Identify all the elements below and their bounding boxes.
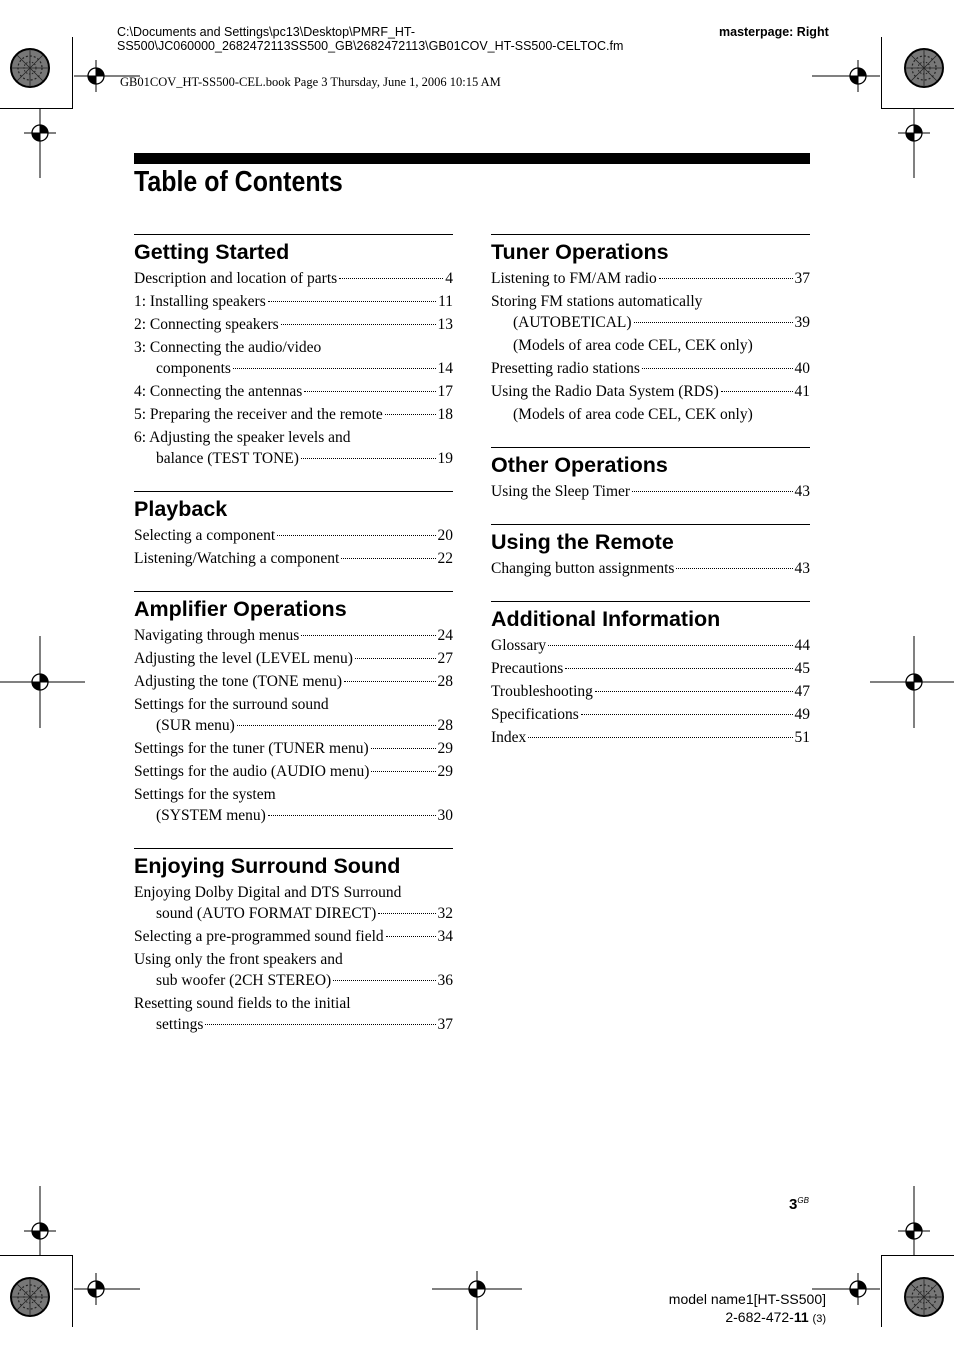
section-using-the-remote: [491, 524, 810, 579]
section-getting-started: [134, 234, 453, 469]
toc-entry-line: [134, 625, 453, 646]
section-amplifier-operations: [134, 591, 453, 826]
toc-entry-line: [134, 903, 453, 924]
toc-entry-line: [491, 558, 810, 579]
dot-leader: [565, 668, 792, 669]
toc-entry-line: [134, 358, 453, 379]
toc-entry-text: Settings for the audio (AUDIO menu): [134, 763, 370, 780]
toc-entry-page: 22: [437, 550, 453, 567]
dot-leader: [642, 368, 793, 369]
toc-entry-text: sound (AUTO FORMAT DIRECT): [156, 905, 377, 922]
dot-leader: [676, 568, 792, 569]
toc-entry-text: Precautions: [491, 660, 564, 677]
model-code-prefix: 2-682-472-: [725, 1309, 794, 1325]
dot-leader: [301, 635, 435, 636]
toc-entry-line: [134, 381, 453, 402]
page-title: Table of Contents: [134, 166, 343, 198]
toc-entry[interactable]: [491, 658, 810, 679]
starburst-mark: [905, 1278, 943, 1316]
section-entries: [134, 625, 453, 826]
toc-entry-line: [134, 314, 453, 335]
toc-entry[interactable]: [134, 381, 453, 402]
section-title: Getting Started: [134, 240, 290, 264]
toc-entry-line: [491, 358, 810, 379]
toc-entry-page: 49: [794, 706, 810, 723]
section-entries: [491, 268, 810, 425]
toc-entry[interactable]: [491, 681, 810, 702]
section-entries: [491, 481, 810, 502]
toc-entry-page: 13: [437, 316, 453, 333]
toc-entry-note: (Models of area code CEL, CEK only): [513, 406, 753, 423]
toc-entry-line: [491, 727, 810, 748]
toc-entry-line: [134, 805, 453, 826]
section-tuner-operations: [491, 234, 810, 425]
toc-entry-line: [134, 648, 453, 669]
toc-entry[interactable]: [134, 882, 453, 924]
toc-entry[interactable]: [134, 761, 453, 782]
toc-entry-line: [134, 404, 453, 425]
toc-entry-page: 27: [437, 650, 453, 667]
toc-entry-page: 14: [437, 360, 453, 377]
toc-entry-text: Selecting a pre-programmed sound field: [134, 928, 384, 945]
toc-entry-text: (AUTOBETICAL): [513, 314, 632, 331]
toc-entry[interactable]: [491, 727, 810, 748]
toc-entry[interactable]: [134, 291, 453, 312]
toc-entry-text: (SYSTEM menu): [156, 807, 266, 824]
toc-entry-text: 3: Connecting the audio/video: [134, 339, 322, 356]
section-entries: [491, 635, 810, 748]
toc-entry-text: Using the Sleep Timer: [491, 483, 631, 500]
toc-entry-text: 6: Adjusting the speaker levels and: [134, 429, 351, 446]
toc-entry-text: Listening/Watching a component: [134, 550, 340, 567]
toc-entry-text: Settings for the system: [134, 786, 276, 803]
toc-entry-line-wrapped: [134, 882, 453, 903]
toc-entry-text: Using the Radio Data System (RDS): [491, 383, 719, 400]
dot-leader: [378, 913, 435, 914]
toc-entry-page: 32: [437, 905, 453, 922]
toc-right-column: [491, 234, 810, 770]
toc-entry-text: balance (TEST TONE): [156, 450, 299, 467]
section-enjoying-surround-sound: [134, 848, 453, 1035]
dot-leader: [595, 691, 793, 692]
toc-entry-page: 45: [794, 660, 810, 677]
toc-entry-page: 30: [437, 807, 453, 824]
toc-entry[interactable]: [491, 558, 810, 579]
dot-leader: [339, 278, 443, 279]
dot-leader: [632, 491, 792, 492]
toc-entry[interactable]: [134, 648, 453, 669]
toc-entry[interactable]: [134, 738, 453, 759]
toc-entry-text: Storing FM stations automatically: [491, 293, 703, 310]
toc-entry[interactable]: [491, 381, 810, 425]
toc-entry-text: Listening to FM/AM radio: [491, 270, 657, 287]
section-title: Other Operations: [491, 453, 668, 477]
title-bar: [134, 153, 810, 164]
toc-entry-line: [134, 738, 453, 759]
toc-entry-text: 5: Preparing the receiver and the remote: [134, 406, 383, 423]
toc-entry-line: [491, 481, 810, 502]
toc-entry[interactable]: [491, 635, 810, 656]
dot-leader: [371, 771, 435, 772]
page-number-suffix: GB: [797, 1196, 809, 1205]
dot-leader: [371, 748, 436, 749]
toc-entry[interactable]: [134, 784, 453, 826]
dot-leader: [277, 535, 435, 536]
toc-entry[interactable]: [491, 704, 810, 725]
masterpage-label: masterpage: Right: [719, 25, 829, 39]
toc-entry-text: Settings for the tuner (TUNER menu): [134, 740, 369, 757]
dot-leader: [268, 815, 436, 816]
toc-entry-page: 29: [437, 740, 453, 757]
toc-entry-line: [491, 381, 810, 402]
dot-leader: [301, 458, 436, 459]
toc-entry-line: [491, 635, 810, 656]
section-title: Using the Remote: [491, 530, 674, 554]
toc-entry-page: 17: [437, 383, 453, 400]
toc-entry-page: 18: [437, 406, 453, 423]
dot-leader: [205, 1024, 435, 1025]
toc-entry-page: 29: [437, 763, 453, 780]
toc-entry-page: 40: [794, 360, 810, 377]
toc-entry-text: Specifications: [491, 706, 579, 723]
toc-entry-page: 24: [437, 627, 453, 644]
section-title: Tuner Operations: [491, 240, 669, 264]
toc-entry-page: 44: [794, 637, 810, 654]
toc-entry-text: (SUR menu): [156, 717, 235, 734]
dot-leader: [333, 980, 435, 981]
model-code-suffix: (3): [812, 1313, 826, 1325]
toc-entry-line: [491, 681, 810, 702]
toc-entry-page: 11: [438, 293, 453, 310]
toc-entry-page: 41: [794, 383, 810, 400]
toc-entry-page: 28: [437, 673, 453, 690]
dot-leader: [237, 725, 436, 726]
section-title: Enjoying Surround Sound: [134, 854, 401, 878]
toc-entry-text: components: [156, 360, 231, 377]
toc-entry-line: [134, 268, 453, 289]
toc-entry[interactable]: [134, 625, 453, 646]
toc-entry[interactable]: [134, 404, 453, 425]
toc-entry-text: Selecting a component: [134, 527, 276, 544]
dot-leader: [721, 391, 793, 392]
toc-entry-page: 37: [794, 270, 810, 287]
toc-entry-text: 2: Connecting speakers: [134, 316, 279, 333]
toc-entry-line-wrapped: [134, 949, 453, 970]
toc-entry-line-wrapped: [134, 427, 453, 448]
toc-entry-line: [491, 312, 810, 333]
toc-entry-line: [134, 1014, 453, 1035]
dot-leader: [233, 368, 436, 369]
toc-left-column: [134, 234, 453, 1057]
toc-entry-text: sub woofer (2CH STEREO): [156, 972, 332, 989]
dot-leader: [386, 936, 436, 937]
starburst-mark: [11, 1278, 49, 1316]
toc-entry-page: 43: [794, 560, 810, 577]
toc-entry-text: Presetting radio stations: [491, 360, 640, 377]
toc-entry[interactable]: [134, 671, 453, 692]
toc-entry-text: Settings for the surround sound: [134, 696, 329, 713]
toc-entry[interactable]: [134, 427, 453, 469]
book-info: GB01COV_HT-SS500-CEL.book Page 3 Thursday, June 1, 2006 10:15 AM: [120, 75, 501, 89]
toc-entry-line: [134, 715, 453, 736]
toc-entry-line: [134, 926, 453, 947]
file-path-line-2: SS500\JC060000_2682472113SS500_GB\2682472113\GB01COV_HT-SS500-CELTOC.fm: [117, 39, 624, 53]
model-name: model name1[HT-SS500]: [668, 1291, 826, 1307]
toc-entry-line-wrapped: [134, 784, 453, 805]
toc-entry[interactable]: [134, 525, 453, 546]
toc-entry-text: Index: [491, 729, 527, 746]
toc-entry-text: Changing button assignments: [491, 560, 675, 577]
toc-entry-page: 20: [437, 527, 453, 544]
toc-entry-text: Resetting sound fields to the initial: [134, 995, 351, 1012]
starburst-mark: [11, 49, 49, 87]
section-other-operations: [491, 447, 810, 502]
toc-entry-line: [134, 448, 453, 469]
toc-entry-line: [134, 761, 453, 782]
toc-entry-text: Troubleshooting: [491, 683, 593, 700]
dot-leader: [281, 324, 436, 325]
section-entries: [134, 525, 453, 569]
toc-entry[interactable]: [491, 481, 810, 502]
starburst-mark: [905, 49, 943, 87]
toc-entry-line-wrapped: [134, 337, 453, 358]
dot-leader: [659, 278, 793, 279]
toc-entry-line: [491, 704, 810, 725]
section-additional-information: [491, 601, 810, 748]
toc-entry[interactable]: [134, 926, 453, 947]
toc-entry-text: settings: [156, 1016, 204, 1033]
dot-leader: [528, 737, 792, 738]
toc-entry[interactable]: [134, 694, 453, 736]
toc-entry[interactable]: [491, 291, 810, 356]
toc-entry-text: Adjusting the tone (TONE menu): [134, 673, 343, 690]
toc-entry[interactable]: [134, 548, 453, 569]
section-title: Playback: [134, 497, 228, 521]
dot-leader: [341, 558, 435, 559]
toc-entry-page: 43: [794, 483, 810, 500]
toc-entry[interactable]: [134, 993, 453, 1035]
toc-entry-page: 51: [794, 729, 810, 746]
toc-entry-line: [134, 548, 453, 569]
toc-entry-text: Adjusting the level (LEVEL menu): [134, 650, 353, 667]
toc-entry-line-wrapped: [491, 291, 810, 312]
toc-entry-text: 4: Connecting the antennas: [134, 383, 303, 400]
dot-leader: [344, 681, 435, 682]
file-path-line-1: C:\Documents and Settings\pc13\Desktop\PMRF_HT-: [117, 25, 416, 39]
toc-entry-line: [134, 291, 453, 312]
section-playback: [134, 491, 453, 569]
section-title: Amplifier Operations: [134, 597, 347, 621]
toc-entry-text: Enjoying Dolby Digital and DTS Surround: [134, 884, 402, 901]
toc-entry[interactable]: [491, 358, 810, 379]
toc-entry-line: [491, 268, 810, 289]
dot-leader: [268, 301, 436, 302]
section-entries: [134, 882, 453, 1035]
toc-entry-page: 39: [794, 314, 810, 331]
toc-entry-line: [134, 671, 453, 692]
toc-entry-line: [134, 970, 453, 991]
section-entries: [134, 268, 453, 469]
toc-entry-text: Navigating through menus: [134, 627, 300, 644]
toc-entry-line: [134, 525, 453, 546]
toc-entry-line: [491, 658, 810, 679]
toc-entry-text: 1: Installing speakers: [134, 293, 266, 310]
toc-entry-line-wrapped: [134, 993, 453, 1014]
toc-entry-page: 34: [437, 928, 453, 945]
toc-entry-page: 28: [437, 717, 453, 734]
model-code: [725, 1309, 826, 1325]
toc-entry-text: Glossary: [491, 637, 547, 654]
dot-leader: [548, 645, 792, 646]
dot-leader: [634, 322, 793, 323]
toc-entry[interactable]: [491, 268, 810, 289]
dot-leader: [304, 391, 435, 392]
toc-entry-text: Description and location of parts: [134, 270, 338, 287]
toc-entry-page: 4: [445, 270, 453, 287]
toc-entry-note: (Models of area code CEL, CEK only): [513, 337, 753, 354]
toc-entry-page: 36: [437, 972, 453, 989]
dot-leader: [581, 714, 793, 715]
toc-entry-page: 19: [437, 450, 453, 467]
toc-entry-page: 47: [794, 683, 810, 700]
toc-entry[interactable]: [134, 949, 453, 991]
toc-entry[interactable]: [134, 314, 453, 335]
toc-entry-line-wrapped: [134, 694, 453, 715]
page-number-value: 3: [789, 1196, 798, 1213]
page-number: [789, 1196, 809, 1213]
toc-entry-text: Using only the front speakers and: [134, 951, 343, 968]
model-code-bold: 11: [793, 1309, 809, 1325]
dot-leader: [355, 658, 436, 659]
toc-entry[interactable]: [134, 337, 453, 379]
section-entries: [491, 558, 810, 579]
toc-entry[interactable]: [134, 268, 453, 289]
section-title: Additional Information: [491, 607, 721, 631]
dot-leader: [385, 414, 436, 415]
toc-entry-page: 37: [437, 1016, 453, 1033]
